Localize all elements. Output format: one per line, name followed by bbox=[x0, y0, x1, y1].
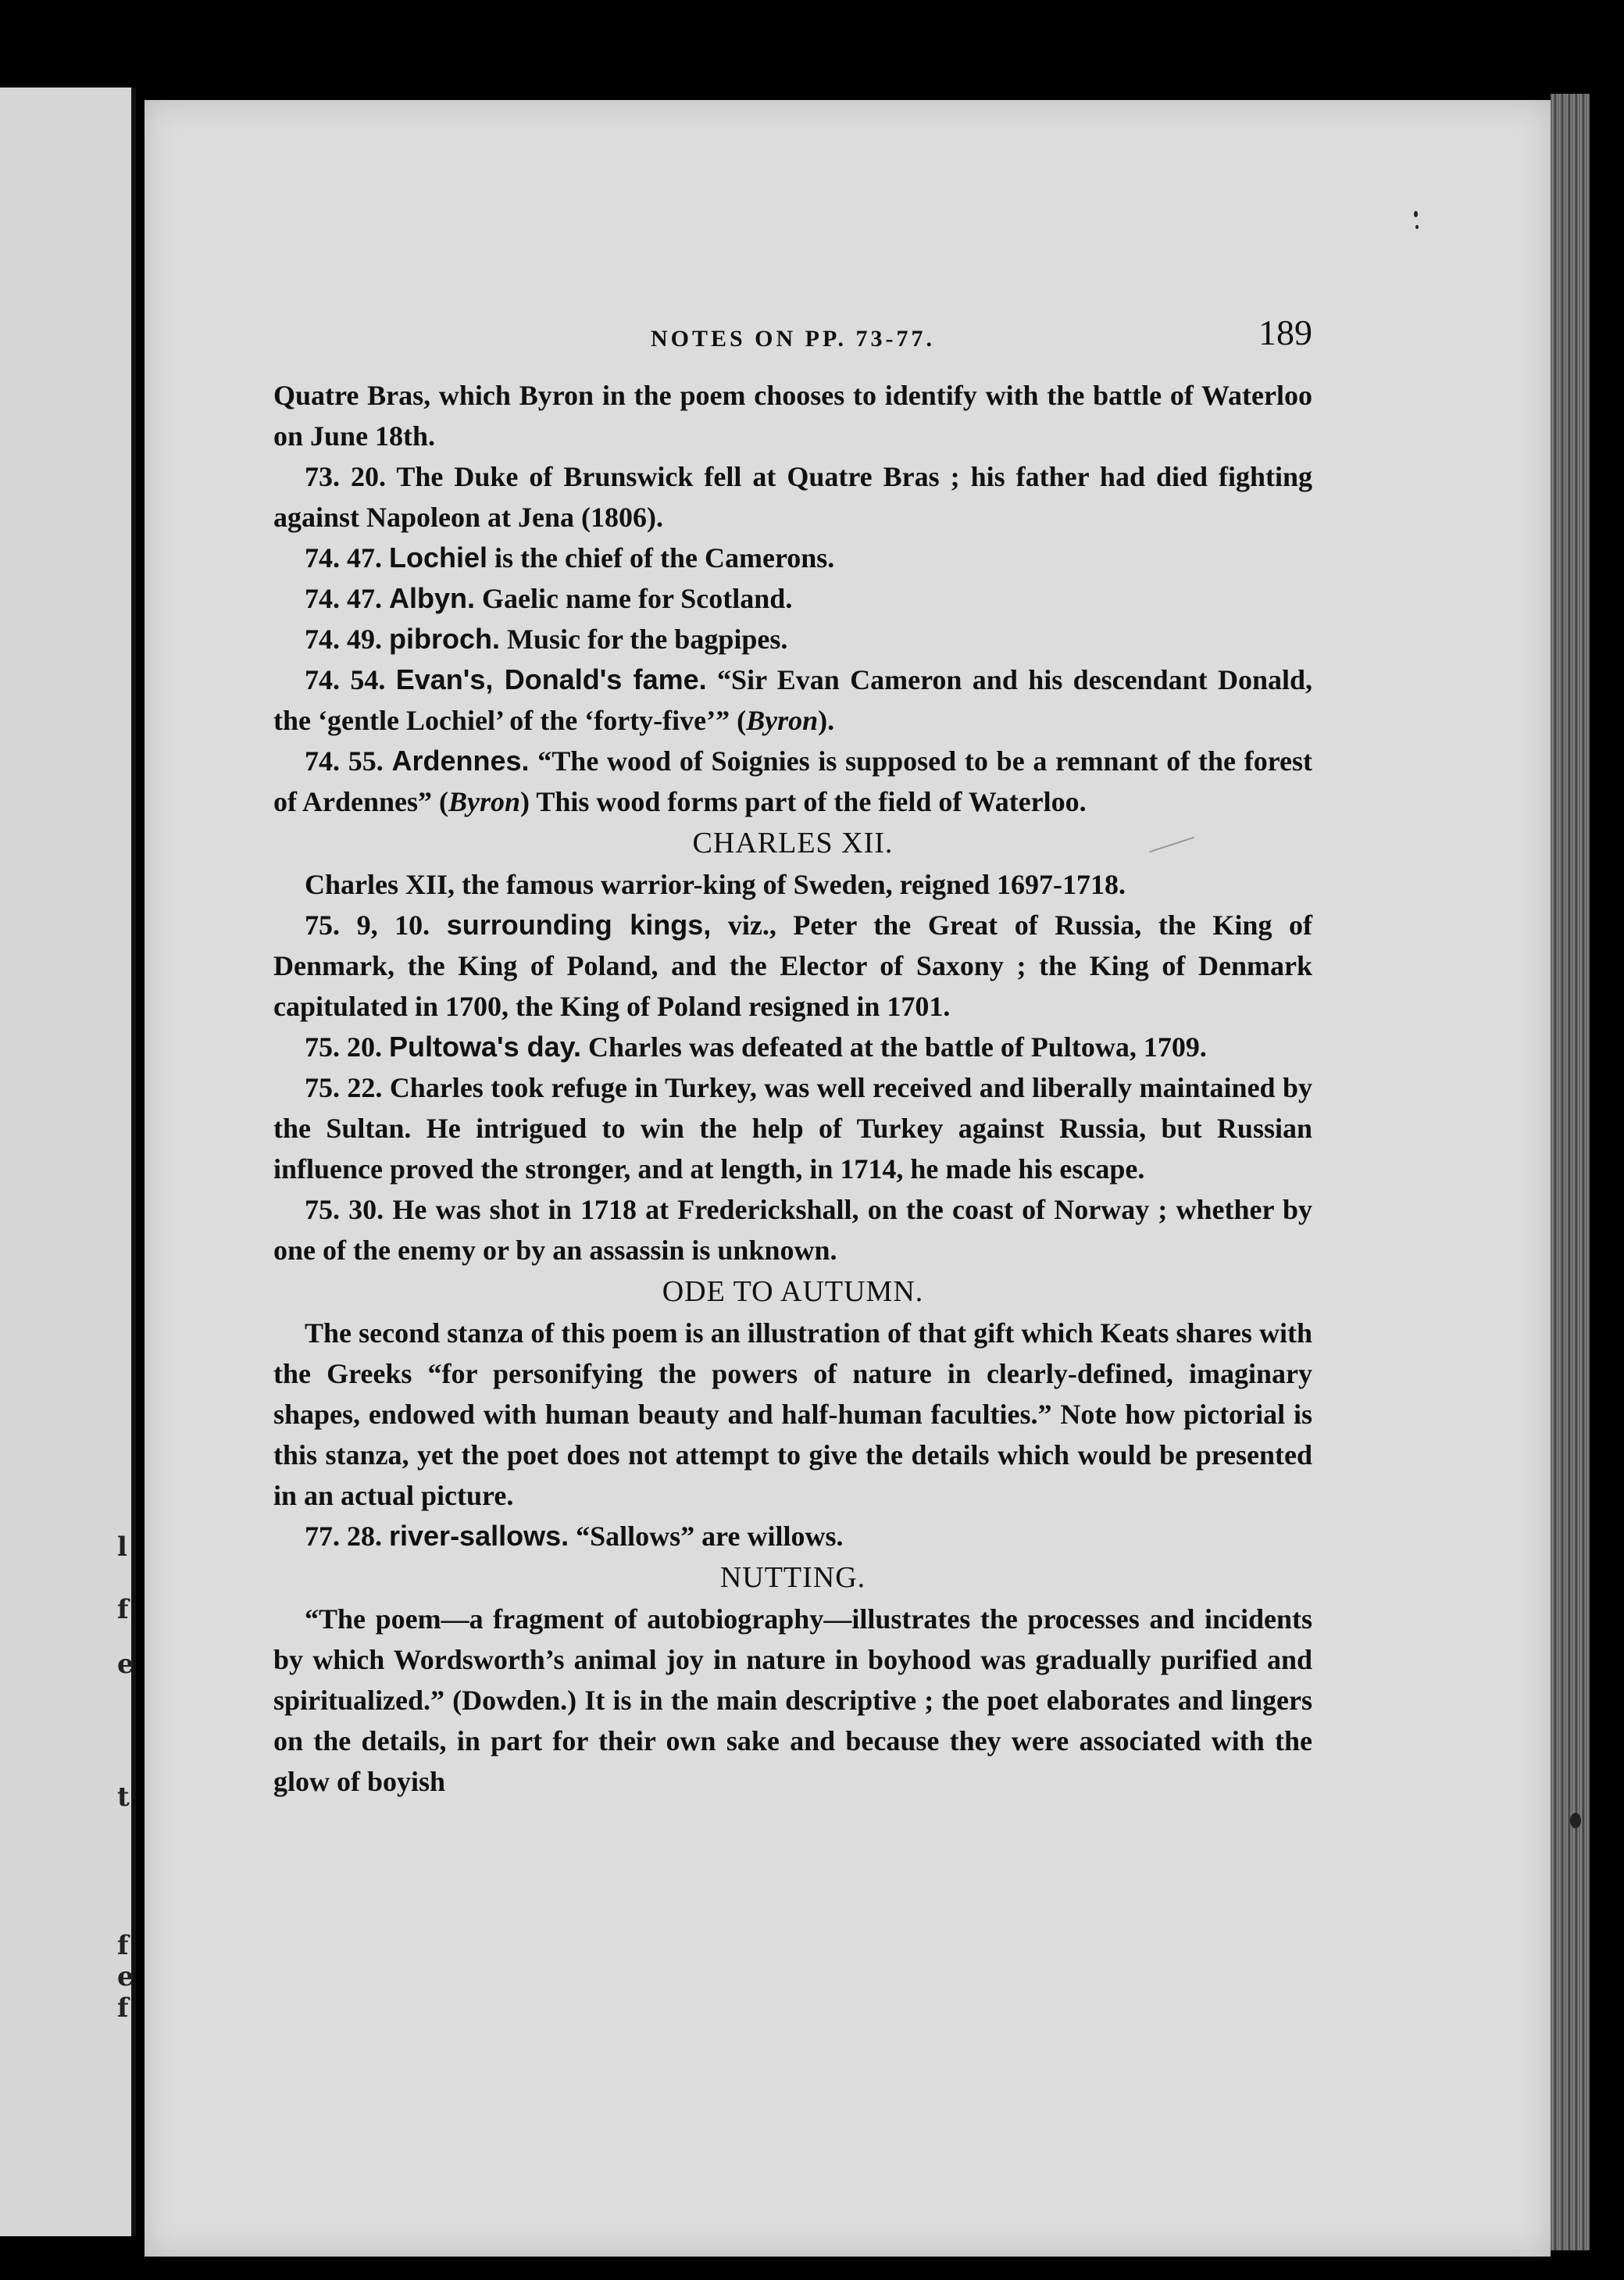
margin-mark: f bbox=[117, 1594, 129, 1625]
text-run: Charles took refuge in Turkey, was well received and liberally maintained by the Sultan. He intrigued to win the help of Turkey against Russia, but Russian influence proved the stronger, and at length, in 1714, he made his escape. bbox=[273, 1072, 1312, 1185]
headword: Lochiel bbox=[389, 541, 488, 574]
paragraph bbox=[273, 1599, 1312, 1802]
page-number: 189 bbox=[1258, 313, 1312, 352]
note-reference: 74. 49. bbox=[305, 624, 382, 655]
note-reference: 74. 47. bbox=[305, 583, 382, 614]
note-reference: 77. 28. bbox=[305, 1521, 382, 1552]
margin-mark: l bbox=[117, 1531, 127, 1563]
note-reference: 75. 20. bbox=[305, 1031, 382, 1063]
note-paragraph bbox=[273, 905, 1312, 1027]
headword: surrounding kings, bbox=[446, 909, 712, 941]
text-run: Music for the bagpipes. bbox=[500, 624, 788, 655]
note-reference: 75. 22. bbox=[305, 1072, 383, 1103]
text-run: The second stanza of this poem is an illustration of that gift which Keats shares with the Greeks “for personifying the powers of nature in clearly-defined, imaginary shapes, endowed with human beauty and half-human faculties.” Note how pictorial is this stanza, yet the poet does not attempt to give the details which would be presented in an actual picture. bbox=[273, 1317, 1312, 1511]
note-paragraph bbox=[273, 456, 1312, 538]
note-paragraph bbox=[273, 538, 1312, 578]
headword: Ardennes. bbox=[391, 745, 530, 777]
text-run: Charles XII, the famous warrior-king of Sweden, reigned 1697-1718. bbox=[305, 869, 1126, 900]
text-run: “The wood of Soignies is supposed to be a remnant of the forest of Ardennes” ( bbox=[273, 745, 1313, 817]
italic-text: Byron bbox=[448, 786, 521, 817]
note-paragraph bbox=[273, 741, 1312, 822]
text-run: “Sallows” are willows. bbox=[569, 1521, 844, 1552]
speck bbox=[1414, 211, 1418, 217]
note-paragraph bbox=[273, 619, 1312, 659]
text-run: ). bbox=[818, 705, 835, 736]
text-run: “Sir Evan Cameron and his descendant Donald, the ‘gentle Lochiel’ of the ‘forty-five’” ( bbox=[273, 664, 1313, 736]
headword: Pultowa's day. bbox=[389, 1031, 581, 1063]
text-run: The Duke of Brunswick fell at Quatre Bras ; his father had died fighting against Napoleon at Jena (1806). bbox=[273, 461, 1312, 533]
note-paragraph bbox=[273, 1027, 1312, 1067]
section-heading: CHARLES XII. bbox=[692, 827, 894, 859]
margin-mark: e bbox=[117, 1961, 134, 1992]
note-reference: 74. 55. bbox=[305, 745, 384, 777]
margin-marks bbox=[0, 88, 134, 2236]
note-reference: 75. 30. bbox=[305, 1194, 384, 1225]
page-header bbox=[273, 313, 1312, 367]
note-reference: 73. 20. bbox=[305, 461, 386, 492]
text-run: ) This wood forms part of the field of Waterloo. bbox=[520, 786, 1087, 817]
note-paragraph bbox=[273, 1516, 1312, 1556]
note-reference: 74. 54. bbox=[305, 664, 386, 695]
margin-mark: e bbox=[117, 1649, 134, 1680]
headword: Evan's, Donald's fame. bbox=[395, 663, 707, 695]
text-run: Quatre Bras, which Byron in the poem chooses to identify with the battle of Waterloo on June 18th. bbox=[273, 380, 1312, 452]
section-heading: ODE TO AUTUMN. bbox=[662, 1275, 924, 1308]
page-text bbox=[273, 313, 1312, 1802]
text-run: Charles was defeated at the battle of Pultowa, 1709. bbox=[580, 1031, 1207, 1063]
paragraph bbox=[273, 864, 1312, 905]
speck bbox=[1415, 225, 1419, 229]
headword: river-sallows. bbox=[389, 1520, 569, 1552]
section-heading: NUTTING. bbox=[719, 1561, 866, 1594]
margin-mark: t bbox=[117, 1781, 130, 1813]
notes-body bbox=[273, 375, 1312, 1802]
note-paragraph bbox=[273, 1189, 1312, 1270]
text-run: viz., Peter the Great of Russia, the King of Denmark, the King of Poland, and the Elector of Saxony ; the King of Denmark capitulated in 1700, the King of Poland resigned in 1701. bbox=[273, 909, 1313, 1022]
page-stack-edge bbox=[1551, 94, 1590, 2250]
speck bbox=[1570, 1813, 1581, 1828]
note-reference: 75. 9, 10. bbox=[305, 909, 430, 941]
headword: Albyn. bbox=[389, 582, 476, 614]
paragraph bbox=[273, 1313, 1312, 1516]
note-paragraph bbox=[273, 578, 1312, 619]
note-paragraph bbox=[273, 659, 1312, 741]
margin-mark: f bbox=[117, 1992, 129, 2024]
text-run: “The poem—a fragment of autobiography—illustrates the processes and incidents by which Wordsworth’s animal joy in nature in boyhood was gradually purified and spiritualized.” (Dowden.) It is in the main descriptive ; the poet elaborates and lingers on the details, in part for their own sake and because they were associated with the glow of boyish bbox=[273, 1603, 1312, 1797]
paragraph bbox=[273, 375, 1312, 456]
text-run: He was shot in 1718 at Frederickshall, on the coast of Norway ; whether by one of the enemy or by an assassin is unknown. bbox=[273, 1194, 1313, 1266]
text-run: is the chief of the Camerons. bbox=[487, 542, 835, 574]
italic-text: Byron bbox=[746, 705, 819, 736]
note-reference: 74. 47. bbox=[305, 542, 382, 574]
note-paragraph bbox=[273, 1067, 1312, 1189]
running-title: NOTES ON PP. 73-77. bbox=[650, 326, 936, 352]
text-run: Gaelic name for Scotland. bbox=[475, 583, 793, 614]
headword: pibroch. bbox=[389, 623, 500, 655]
previous-page-edge bbox=[0, 88, 136, 2236]
margin-mark: f bbox=[117, 1930, 129, 1961]
